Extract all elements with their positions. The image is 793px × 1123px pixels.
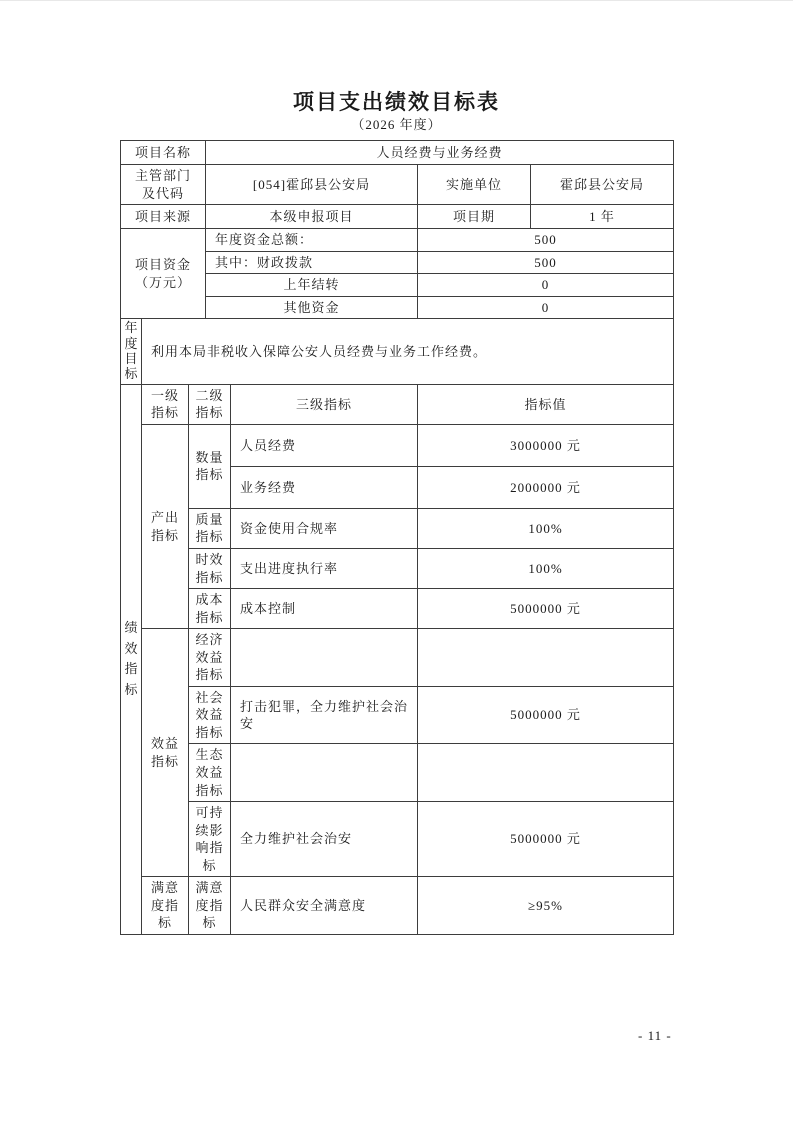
l2-quality-label: 质量指标 [189, 508, 231, 548]
dept-label-cell [121, 165, 206, 205]
funding-carryover-value: 0 [418, 274, 674, 297]
indicator-row-cost [121, 589, 674, 629]
source-row [121, 205, 674, 229]
l3-label [231, 744, 418, 802]
performance-side-label-cell [121, 384, 142, 934]
period-label: 项目期 [418, 205, 531, 229]
l2-social-label: 社会效益指标 [189, 686, 231, 744]
indicators-table [120, 384, 674, 935]
indicator-row-social [121, 686, 674, 744]
funding-carryover-label: 上年结转 [206, 274, 418, 297]
annual-goal-text: 利用本局非税收入保障公安人员经费与业务工作经费。 [142, 319, 674, 385]
l3-label: 支出进度执行率 [231, 549, 418, 589]
indicator-value: 100% [418, 549, 674, 589]
indicator-row-ecological [121, 744, 674, 802]
indicator-value: 5000000 元 [418, 686, 674, 744]
document-content [120, 89, 673, 935]
indicators-header-row [121, 384, 674, 424]
funding-total-row [121, 229, 674, 252]
l2-cost-label: 成本指标 [189, 589, 231, 629]
indicator-row-quality [121, 508, 674, 548]
l3-label: 打击犯罪，全力维护社会治安 [231, 686, 418, 744]
indicator-value: 100% [418, 508, 674, 548]
funding-total-label: 年度资金总额： [206, 229, 418, 252]
l2-satisfaction-label: 满意度指标 [189, 877, 231, 935]
header-l3: 三级指标 [231, 384, 418, 424]
funding-fiscal-label: 其中：财政拨款 [206, 251, 418, 274]
dept-value: [054]霍邱县公安局 [206, 165, 418, 205]
indicator-value [418, 744, 674, 802]
funding-other-value: 0 [418, 296, 674, 319]
indicator-value: 5000000 元 [418, 802, 674, 877]
project-name-label: 项目名称 [121, 141, 206, 165]
funding-total-value: 500 [418, 229, 674, 252]
page-title: 项目支出绩效目标表 [293, 90, 500, 114]
funding-other-label: 其他资金 [206, 296, 418, 319]
l3-label [231, 629, 418, 687]
l2-economic-label: 经济效益指标 [189, 629, 231, 687]
indicator-value: ≥95% [418, 877, 674, 935]
project-info-table [120, 140, 674, 319]
l2-ecological-label: 生态效益指标 [189, 744, 231, 802]
annual-goal-table [120, 318, 674, 385]
project-name-row [121, 141, 674, 165]
indicator-value [418, 629, 674, 687]
dept-label: 主管部门及代码 [134, 168, 191, 201]
impl-label: 实施单位 [418, 165, 531, 205]
l3-label: 业务经费 [231, 466, 418, 508]
page-number: - 11 - [638, 1028, 672, 1043]
l2-timeliness-label: 时效指标 [189, 549, 231, 589]
header-value: 指标值 [418, 384, 674, 424]
l2-quantity-label: 数量指标 [189, 424, 231, 508]
l1-benefit-label: 效益指标 [142, 629, 189, 877]
funding-fiscal-value: 500 [418, 251, 674, 274]
funding-label: 项目资金（万元） [134, 257, 191, 290]
dept-row [121, 165, 674, 205]
period-value: 1 年 [531, 205, 674, 229]
annual-goal-row [121, 319, 674, 385]
indicator-row-sustainability [121, 802, 674, 877]
source-value: 本级申报项目 [206, 205, 418, 229]
header-l2: 二级指标 [189, 384, 231, 424]
indicator-row-timeliness [121, 549, 674, 589]
indicator-value: 2000000 元 [418, 466, 674, 508]
indicator-row-satisfaction [121, 877, 674, 935]
annual-goal-label-cell [121, 319, 142, 385]
project-name-value: 人员经费与业务经费 [206, 141, 674, 165]
indicator-value: 3000000 元 [418, 424, 674, 466]
funding-label-cell [121, 229, 206, 319]
indicator-value: 5000000 元 [418, 589, 674, 629]
annual-goal-label: 年度目标 [124, 320, 138, 382]
l3-label: 人员经费 [231, 424, 418, 466]
l2-sustainability-label: 可持续影响指标 [189, 802, 231, 877]
indicator-row-economic [121, 629, 674, 687]
l3-label: 成本控制 [231, 589, 418, 629]
l3-label: 全力维护社会治安 [231, 802, 418, 877]
indicator-row-personnel [121, 424, 674, 466]
header-l1: 一级指标 [142, 384, 189, 424]
l1-output-label: 产出指标 [142, 424, 189, 628]
l1-satisfaction-label: 满意度指标 [142, 877, 189, 935]
impl-value: 霍邱县公安局 [531, 165, 674, 205]
page-subtitle: （2026 年度） [351, 117, 442, 132]
performance-side-label: 绩效指标 [124, 619, 138, 698]
l3-label: 资金使用合规率 [231, 508, 418, 548]
l3-label: 人民群众安全满意度 [231, 877, 418, 935]
source-label: 项目来源 [121, 205, 206, 229]
